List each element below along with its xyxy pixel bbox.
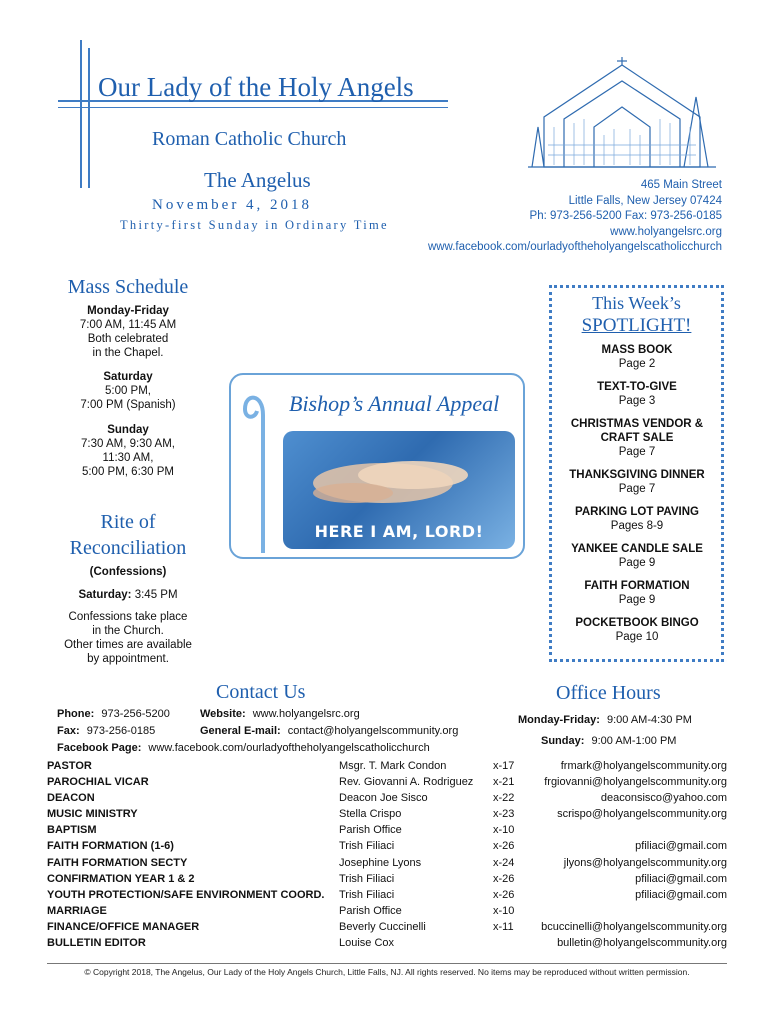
staff-ext: x-22 xyxy=(493,792,515,805)
spotlight-item-page: Page 9 xyxy=(618,594,656,606)
confession-note: Confessions take place xyxy=(68,611,188,623)
spotlight-item-name: POCKETBOOK BINGO xyxy=(575,617,699,629)
staff-ext: x-26 xyxy=(493,888,515,901)
staff-email[interactable]: pfiliaci@gmail.com xyxy=(635,840,727,853)
staff-ext: x-17 xyxy=(493,760,515,772)
confession-day: Saturday: xyxy=(78,589,132,601)
saturday-line: 7:00 PM (Spanish) xyxy=(80,399,176,411)
crosier-icon xyxy=(241,385,281,555)
address-website[interactable]: www.holyangelsrc.org xyxy=(610,225,722,238)
staff-name: Louise Cox xyxy=(339,937,395,950)
spotlight-item[interactable] xyxy=(557,579,717,607)
newsletter-name: The Angelus xyxy=(204,168,311,192)
staff-name: Josephine Lyons xyxy=(339,856,422,869)
staff-role: PAROCHIAL VICAR xyxy=(47,776,149,789)
contact-fax xyxy=(57,725,155,737)
reconciliation xyxy=(40,509,216,666)
reconciliation-title-line1: Rite of xyxy=(100,511,156,533)
confession-note: in the Church. xyxy=(92,625,164,637)
weekday-line: Both celebrated xyxy=(87,333,169,345)
spotlight-item[interactable] xyxy=(557,417,717,459)
staff-role: YOUTH PROTECTION/SAFE ENVIRONMENT COORD. xyxy=(47,888,325,901)
staff-email[interactable]: bulletin@holyangelscommunity.org xyxy=(557,937,727,950)
mass-schedule-title: Mass Schedule xyxy=(67,276,189,298)
spotlight-item-name: MASS BOOK xyxy=(601,344,673,356)
facebook-label: Facebook Page: xyxy=(57,742,142,754)
staff-email[interactable]: deaconsisco@yahoo.com xyxy=(600,792,727,805)
staff-role: MUSIC MINISTRY xyxy=(47,808,138,821)
staff-ext: x-11 xyxy=(493,920,514,933)
confession-note: Other times are available xyxy=(64,639,192,651)
staff-name: Deacon Joe Sisco xyxy=(339,792,428,805)
spotlight-title-line1: This Week’s xyxy=(592,293,681,313)
liturgical-sunday: Thirty-first Sunday in Ordinary Time xyxy=(120,218,389,232)
office-weekday-label: Monday-Friday: xyxy=(518,714,600,726)
spotlight-item-page: Page 10 xyxy=(615,631,659,643)
email-label: General E-mail: xyxy=(200,725,281,737)
staff-role: FINANCE/OFFICE MANAGER xyxy=(47,920,200,933)
staff-name: Stella Crispo xyxy=(339,808,402,821)
spotlight-item[interactable] xyxy=(557,380,717,408)
spotlight-item-name: FAITH FORMATION xyxy=(584,580,690,592)
website-link[interactable]: www.holyangelsrc.org xyxy=(252,708,360,720)
staff-email[interactable]: bcuccinelli@holyangelscommunity.org xyxy=(541,920,727,933)
staff-name: Trish Filiaci xyxy=(339,888,395,901)
office-weekday-hours: 9:00 AM-4:30 PM xyxy=(606,714,692,726)
staff-row xyxy=(47,760,727,776)
weekday-line: 7:00 AM, 11:45 AM xyxy=(79,319,177,331)
staff-ext: x-21 xyxy=(493,776,515,789)
address-street: 465 Main Street xyxy=(640,179,722,191)
staff-name: Trish Filiaci xyxy=(339,840,395,853)
staff-email[interactable]: jlyons@holyangelscommunity.org xyxy=(563,856,727,869)
confession-time xyxy=(40,588,216,602)
issue-date: November 4, 2018 xyxy=(152,197,313,213)
sunday-line: 5:00 PM, 6:30 PM xyxy=(81,466,175,478)
office-sunday xyxy=(541,735,676,747)
spotlight-item-name: YANKEE CANDLE SALE xyxy=(571,543,703,555)
phone-value[interactable]: 973-256-5200 xyxy=(101,708,170,720)
appeal-banner: HERE I AM, LORD! xyxy=(314,522,484,541)
spotlight-item-page: Page 7 xyxy=(618,446,656,458)
contact-website xyxy=(200,708,360,720)
staff-email[interactable]: scrispo@holyangelscommunity.org xyxy=(557,808,727,821)
header-rule-horizontal-2 xyxy=(58,107,448,108)
spotlight-item-page: Page 7 xyxy=(618,483,656,495)
staff-row xyxy=(47,776,727,792)
staff-name: Parish Office xyxy=(339,824,402,837)
facebook-link[interactable]: www.facebook.com/ourladyoftheholyangelscatholicchurch xyxy=(148,742,430,754)
staff-ext: x-10 xyxy=(493,824,515,837)
mass-schedule xyxy=(40,276,216,479)
spotlight-list xyxy=(557,343,717,653)
staff-ext: x-26 xyxy=(493,840,515,853)
spotlight-item-page: Pages 8-9 xyxy=(610,520,664,532)
spotlight-item-name: PARKING LOT PAVING xyxy=(575,506,699,518)
page-title: Our Lady of the Holy Angels xyxy=(98,72,414,102)
confession-note: by appointment. xyxy=(87,653,169,665)
staff-email[interactable]: frmark@holyangelscommunity.org xyxy=(560,760,727,772)
church-subtitle: Roman Catholic Church xyxy=(152,128,347,150)
staff-name: Rev. Giovanni A. Rodriguez xyxy=(339,776,474,789)
spotlight-item-name: CHRISTMAS VENDOR & CRAFT SALE xyxy=(570,418,704,444)
address-phone-fax: Ph: 973-256-5200 Fax: 973-256-0185 xyxy=(529,210,722,222)
staff-ext: x-26 xyxy=(493,872,515,885)
sunday-label: Sunday xyxy=(107,424,149,436)
spotlight-item[interactable] xyxy=(557,542,717,570)
spotlight-item-page: Page 9 xyxy=(618,557,656,569)
website-label: Website: xyxy=(200,708,246,720)
contact-facebook xyxy=(57,742,430,754)
spotlight-item-page: Page 2 xyxy=(618,358,656,370)
staff-row xyxy=(47,921,727,937)
fax-label: Fax: xyxy=(57,725,80,737)
spotlight-item[interactable] xyxy=(557,468,717,496)
confessions-label: (Confessions) xyxy=(89,566,167,578)
sunday-line: 11:30 AM, xyxy=(102,452,154,464)
staff-row xyxy=(47,808,727,824)
staff-row xyxy=(47,937,727,953)
staff-role: BAPTISM xyxy=(47,824,97,837)
bishops-appeal-graphic xyxy=(229,373,525,559)
spotlight-item-name: TEXT-TO-GIVE xyxy=(597,381,677,393)
church-illustration xyxy=(524,57,720,175)
contact-phone xyxy=(57,708,170,720)
office-weekday xyxy=(518,714,692,726)
spotlight-item-name: THANKSGIVING DINNER xyxy=(569,469,705,481)
staff-name: Msgr. T. Mark Condon xyxy=(339,760,447,772)
staff-role: FAITH FORMATION (1-6) xyxy=(47,840,174,853)
spotlight-item[interactable] xyxy=(557,505,717,533)
header-rule-vertical-2 xyxy=(88,48,90,188)
contact-title: Contact Us xyxy=(216,681,306,703)
staff-row xyxy=(47,905,727,921)
staff-role: MARRIAGE xyxy=(47,904,107,917)
reconciliation-title-line2: Reconciliation xyxy=(69,537,187,559)
email-link[interactable]: contact@holyangelscommunity.org xyxy=(287,725,459,737)
office-hours-title: Office Hours xyxy=(556,682,661,704)
staff-row xyxy=(47,824,727,840)
staff-role: BULLETIN EDITOR xyxy=(47,937,146,950)
staff-directory xyxy=(47,760,727,953)
fax-value: 973-256-0185 xyxy=(86,725,156,737)
staff-ext: x-10 xyxy=(493,904,515,917)
spotlight-item[interactable] xyxy=(557,343,717,371)
staff-row xyxy=(47,889,727,905)
spotlight-item-page: Page 3 xyxy=(618,395,656,407)
staff-email[interactable]: pfiliaci@gmail.com xyxy=(635,872,727,885)
staff-row xyxy=(47,873,727,889)
staff-row xyxy=(47,840,727,856)
copyright-footer: © Copyright 2018, The Angelus, Our Lady of the Holy Angels Church, Little Falls, NJ. All rights reserved. No items may be reproduced without written permission. xyxy=(84,967,690,977)
spotlight-title-line2: SPOTLIGHT! xyxy=(581,315,692,336)
saturday-label: Saturday xyxy=(103,371,153,383)
confession-hour: 3:45 PM xyxy=(134,589,178,601)
staff-role: CONFIRMATION YEAR 1 & 2 xyxy=(47,872,195,885)
office-sunday-label: Sunday: xyxy=(541,735,585,747)
staff-row xyxy=(47,857,727,873)
appeal-title: Bishop’s Annual Appeal xyxy=(289,391,500,416)
church-address xyxy=(428,178,722,256)
hands-photo xyxy=(283,431,515,549)
staff-row xyxy=(47,792,727,808)
spotlight-box xyxy=(549,285,724,662)
office-sunday-hours: 9:00 AM-1:00 PM xyxy=(591,735,677,747)
contact-email xyxy=(200,725,458,737)
saturday-line: 5:00 PM, xyxy=(104,385,152,397)
staff-role: FAITH FORMATION SECTY xyxy=(47,856,188,869)
staff-name: Beverly Cuccinelli xyxy=(339,920,426,933)
weekday-line: in the Chapel. xyxy=(92,347,164,359)
header-rule-vertical-1 xyxy=(80,40,82,188)
staff-role: DEACON xyxy=(47,792,95,805)
staff-role: PASTOR xyxy=(47,760,92,772)
weekday-label: Monday-Friday xyxy=(87,305,169,317)
phone-label: Phone: xyxy=(57,708,95,720)
staff-email[interactable]: pfiliaci@gmail.com xyxy=(635,888,727,901)
staff-name: Trish Filiaci xyxy=(339,872,395,885)
staff-ext: x-24 xyxy=(493,856,515,869)
staff-email[interactable]: frgiovanni@holyangelscommunity.org xyxy=(544,776,727,789)
spotlight-item[interactable] xyxy=(557,616,717,644)
sunday-line: 7:30 AM, 9:30 AM, xyxy=(81,438,175,450)
staff-name: Parish Office xyxy=(339,904,402,917)
staff-ext: x-23 xyxy=(493,808,515,821)
address-city: Little Falls, New Jersey 07424 xyxy=(568,194,722,207)
address-facebook[interactable]: www.facebook.com/ourladyoftheholyangelscatholicchurch xyxy=(427,241,722,253)
footer-divider xyxy=(47,963,727,964)
